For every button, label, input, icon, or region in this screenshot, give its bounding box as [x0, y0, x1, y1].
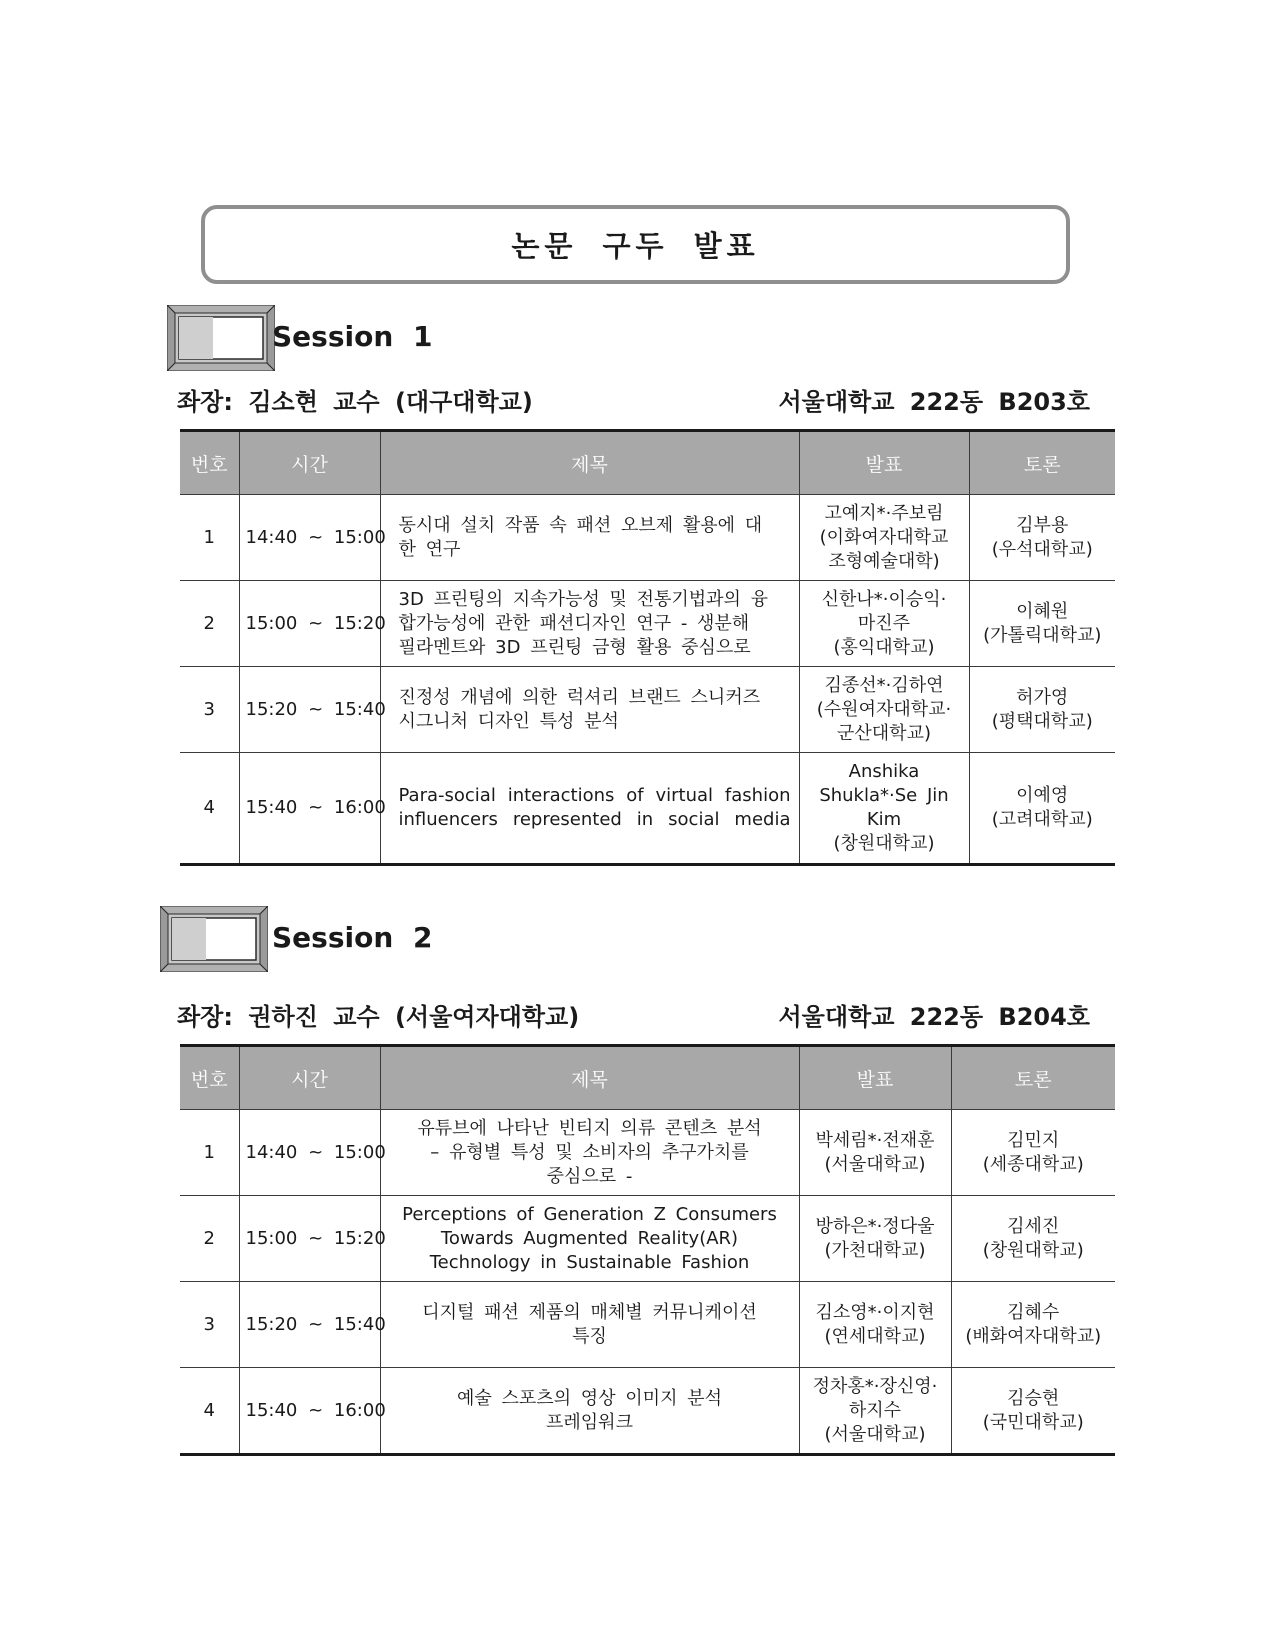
row-number: 4 [180, 1368, 239, 1455]
row-discussant [951, 1196, 1115, 1282]
discussant-line: 김부용 [1016, 514, 1069, 536]
title-line: 중심으로 - [546, 1165, 633, 1187]
title-line: 필라멘트와 3D 프린팅 금형 활용 중심으로 [398, 636, 751, 658]
header-title: 제목 [380, 1046, 799, 1110]
discussant-line: (배화여자대학교) [965, 1325, 1102, 1347]
header-presenter: 발표 [799, 1046, 951, 1110]
row-time: 14:40 ~ 15:00 [239, 1110, 380, 1196]
row-number: 4 [180, 753, 239, 865]
row-time: 14:40 ~ 15:00 [239, 495, 380, 581]
title-line: 한 연구 [398, 538, 461, 560]
session-2-frame-icon [160, 906, 268, 972]
row-title [380, 1368, 799, 1455]
row-number: 3 [180, 667, 239, 753]
row-discussant [951, 1368, 1115, 1455]
table-row [180, 495, 1115, 581]
row-discussant [969, 753, 1115, 865]
presenter-line: 방하은*·정다울 [815, 1215, 935, 1237]
row-discussant [969, 581, 1115, 667]
row-number: 1 [180, 1110, 239, 1196]
presenter-line: Shukla*·Se Jin [819, 785, 949, 806]
row-presenter [799, 667, 969, 753]
session-2-title: Session 2 [272, 921, 433, 954]
discussant-line: (가톨릭대학교) [983, 624, 1102, 646]
session-1-location: 서울대학교 222동 B203호 [778, 388, 1090, 416]
presenter-line: 군산대학교) [837, 722, 931, 744]
title-line: Technology in Sustainable Fashion [429, 1251, 750, 1273]
row-time: 15:40 ~ 16:00 [239, 753, 380, 865]
row-title [380, 1110, 799, 1196]
title-line: 3D 프린팅의 지속가능성 및 전통기법과의 융 [398, 588, 769, 610]
header-time: 시간 [239, 431, 380, 495]
title-line: – 유형별 특성 및 소비자의 추구가치를 [430, 1141, 749, 1163]
title-line: 프레임워크 [546, 1411, 633, 1433]
header-number: 번호 [180, 1046, 239, 1110]
presenter-line: (수원여자대학교· [816, 698, 952, 720]
session-2-chair: 좌장: 권하진 교수 (서울여자대학교) [177, 1003, 580, 1031]
presenter-line: 김종선*·김하연 [824, 674, 944, 696]
presenter-line: (홍익대학교) [833, 636, 935, 658]
row-presenter [799, 1196, 951, 1282]
row-presenter [799, 753, 969, 865]
session-2-location: 서울대학교 222동 B204호 [778, 1003, 1090, 1031]
row-presenter [799, 1282, 951, 1368]
title-line: Para-social interactions of virtual fashion [398, 785, 791, 806]
table-header-row [180, 431, 1115, 495]
discussant-line: 김승현 [1007, 1387, 1060, 1409]
presenter-line: Kim [866, 809, 902, 830]
title-line: 유튜브에 나타난 빈티지 의류 콘텐츠 분석 [417, 1117, 762, 1139]
presenter-line: (서울대학교) [824, 1423, 926, 1445]
title-line: 합가능성에 관한 패션디자인 연구 - 생분해 [398, 612, 750, 634]
presenter-line: (가천대학교) [824, 1239, 926, 1261]
row-presenter [799, 581, 969, 667]
row-number: 2 [180, 581, 239, 667]
discussant-line: 김혜수 [1007, 1301, 1060, 1323]
table-row [180, 753, 1115, 865]
header-number: 번호 [180, 431, 239, 495]
session-1-table [180, 429, 1115, 866]
presenter-line: Anshika [848, 761, 920, 782]
discussant-line: (창원대학교) [982, 1239, 1084, 1261]
discussant-line: 김세진 [1007, 1215, 1060, 1237]
title-line: 특징 [572, 1325, 607, 1347]
title-line: 동시대 설치 작품 속 패션 오브제 활용에 대 [398, 514, 763, 536]
discussant-line: (국민대학교) [982, 1411, 1084, 1433]
page-title: 논문 구두 발표 [201, 205, 1070, 284]
header-time: 시간 [239, 1046, 380, 1110]
row-title [380, 753, 799, 865]
row-title [380, 1282, 799, 1368]
row-number: 2 [180, 1196, 239, 1282]
presenter-line: 정차홍*·장신영· [812, 1375, 938, 1397]
row-time: 15:00 ~ 15:20 [239, 1196, 380, 1282]
presenter-line: (연세대학교) [824, 1325, 926, 1347]
row-number: 3 [180, 1282, 239, 1368]
presenter-line: 김소영*·이지현 [815, 1301, 935, 1323]
row-presenter [799, 1368, 951, 1455]
row-discussant [951, 1110, 1115, 1196]
discussant-line: (우석대학교) [991, 538, 1093, 560]
row-discussant [951, 1282, 1115, 1368]
row-title [380, 1196, 799, 1282]
title-line: 진정성 개념에 의한 럭셔리 브랜드 스니커즈 [398, 686, 761, 708]
row-discussant [969, 495, 1115, 581]
presenter-line: 조형예술대학) [828, 550, 940, 572]
title-line: 시그니처 디자인 특성 분석 [398, 710, 619, 732]
header-presenter: 발표 [799, 431, 969, 495]
header-title: 제목 [380, 431, 799, 495]
discussant-line: 이혜원 [1016, 600, 1069, 622]
session-1-title: Session 1 [272, 320, 433, 353]
header-discussant: 토론 [969, 431, 1115, 495]
title-line: 예술 스포츠의 영상 이미지 분석 [457, 1387, 722, 1409]
presenter-line: 마진주 [857, 612, 911, 634]
presenter-line: 하지수 [848, 1399, 902, 1421]
row-title [380, 581, 799, 667]
table-row [180, 581, 1115, 667]
row-presenter [799, 1110, 951, 1196]
row-title [380, 495, 799, 581]
presenter-line: 박세림*·전재훈 [815, 1129, 935, 1151]
discussant-line: (고려대학교) [991, 809, 1093, 830]
discussant-line: 허가영 [1016, 686, 1069, 708]
title-line: 디지털 패션 제품의 매체별 커뮤니케이션 [422, 1301, 757, 1323]
row-title [380, 667, 799, 753]
presenter-line: (이화여자대학교 [819, 526, 949, 548]
row-time: 15:40 ~ 16:00 [239, 1368, 380, 1455]
presenter-line: (창원대학교) [833, 833, 935, 854]
title-line: influencers represented in social media [398, 809, 791, 830]
table-header-row [180, 1046, 1115, 1110]
table-row [180, 1368, 1115, 1455]
title-line: Towards Augmented Reality(AR) [440, 1227, 739, 1249]
discussant-line: (세종대학교) [982, 1153, 1084, 1175]
row-time: 15:00 ~ 15:20 [239, 581, 380, 667]
row-presenter [799, 495, 969, 581]
discussant-line: (평택대학교) [991, 710, 1093, 732]
session-1-frame-icon [167, 305, 275, 371]
session-2-table [180, 1044, 1115, 1456]
table-row [180, 1196, 1115, 1282]
title-line: Perceptions of Generation Z Consumers [402, 1203, 777, 1225]
row-time: 15:20 ~ 15:40 [239, 1282, 380, 1368]
table-row [180, 667, 1115, 753]
row-discussant [969, 667, 1115, 753]
header-discussant: 토론 [951, 1046, 1115, 1110]
table-row [180, 1282, 1115, 1368]
discussant-line: 이예영 [1016, 785, 1069, 806]
row-number: 1 [180, 495, 239, 581]
presenter-line: (서울대학교) [824, 1153, 926, 1175]
table-row [180, 1110, 1115, 1196]
presenter-line: 신한나*·이승익· [821, 588, 947, 610]
discussant-line: 김민지 [1007, 1129, 1060, 1151]
row-time: 15:20 ~ 15:40 [239, 667, 380, 753]
session-1-chair: 좌장: 김소현 교수 (대구대학교) [177, 388, 533, 416]
presenter-line: 고예지*·주보림 [824, 502, 944, 524]
